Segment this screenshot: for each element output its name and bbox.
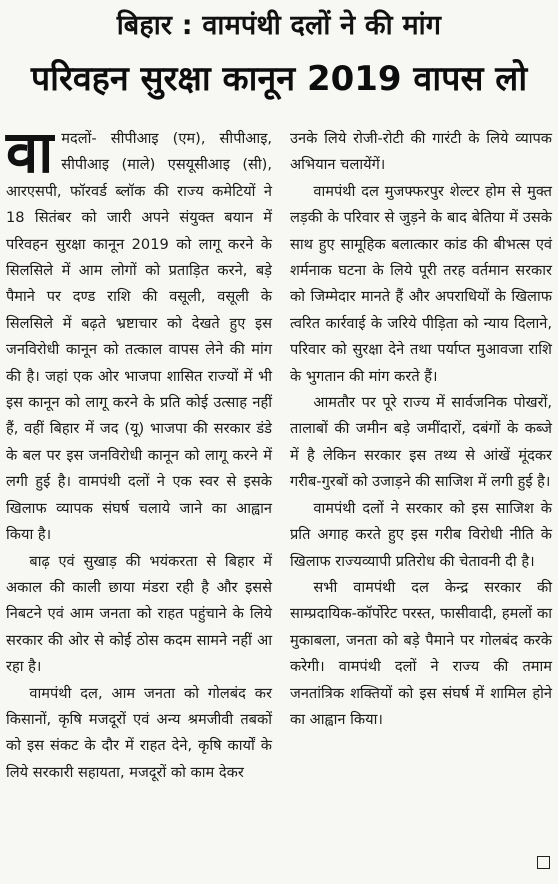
article-kicker: बिहार : वामपंथी दलों ने की मांग <box>116 10 442 41</box>
paragraph-1-text: मदलों- सीपीआइ (एम), सीपीआइ, सीपीआइ (माले) एसयूसीआइ (सी), आरएसपी, फॉरवर्ड ब्लॉक की राज्य कमेटियों ने 18 सितंबर को जारी अपने संयुक्त बयान में परिवहन सुरक्षा कानून 2019 को लागू करने के सिलसिले में आम लोगों को प्रताड़ित करने, बड़े पैमाने पर दण्ड राशि की वसूली, वसूली के सिलसिले में बढ़ते भ्रष्टाचार को देखते हुए इस जनविरोधी कानून को तत्काल वापस लेने की मांग की है। जहां एक ओर भाजपा शासित राज्यों में भी इस कानून को लागू करने के प्रति कोई उत्साह नहीं हैं, वहीं बिहार में जद (यू) भाजपा की सरकार डंडे के बल पर इस जनविरोधी कानून को लागू करने में लगी हुई है। वामपंथी दलों ने एक स्वर से इसके खिलाफ व्यापक संघर्ष चलाये जाने का आह्वान किया है। <box>6 130 272 544</box>
paragraph-6: वामपंथी दलों ने सरकार को इस साजिश के प्रति अगाह करते हुए इस गरीब विरोधी नीति के खिलाफ राज्यव्यापी प्रतिरोध की चेतावनी दी है। <box>290 499 552 570</box>
right-column <box>290 126 552 733</box>
paragraph-3: वामपंथी दल, आम जनता को गोलबंद कर किसानों, कृषि मजदूरों एवं अन्य श्रमजीवी तबकों को इस संकट के दौर में राहत देने, कृषि कार्यों के लिये सरकारी सहायता, मजदूरों को काम देकर <box>6 684 272 781</box>
paragraph-4: वामपंथी दल मुजफ्फरपुर शेल्टर होम से मुक्त लड़की के परिवार से जुड़ने के बाद बेतिया में उसके साथ हुए सामूहिक बलात्कार कांड की बीभत्स एवं शर्मनाक घटना के लिये पूरी तरह वर्तमान सरकार को जिम्मेदार मानते हैं और अपराधियों के खिलाफ त्वरित कार्रवाई के जरिये पीड़िता को न्याय दिलाने, परिवार को सुरक्षा देने तथा पर्याप्त मुआवजा राशि के भुगतान की मांग करते हैं। <box>290 182 552 385</box>
article-end-mark <box>537 856 550 869</box>
paragraph-3-continued: उनके लिये रोजी-रोटी की गारंटी के लिये व्यापक अभियान चलायेंगें। <box>290 130 552 174</box>
paragraph-1 <box>6 118 272 549</box>
paragraph-7: सभी वामपंथी दल केन्द्र सरकार की साम्प्रदायिक-कॉर्पोरेट परस्त, फासीवादी, हमलों का मुकाबला, जनता को बड़े पैमाने पर गोलबंद करके करेगी। वामपंथी दलों ने राज्य की तमाम जनतांत्रिक शक्तियों को इस संघर्ष में शामिल होने का आह्वान किया। <box>290 578 552 728</box>
drop-cap: वा <box>6 118 54 186</box>
paragraph-2: बाढ़ एवं सुखाड़ की भयंकरता से बिहार में अकाल की काली छाया मंडरा रही है और इससे निबटने एवं आम जनता को राहत पहुंचाने के लिये सरकार की ओर से कोई ठोस कदम सामने नहीं आ रहा है। <box>6 552 272 676</box>
left-column <box>6 118 272 786</box>
article-headline: परिवहन सुरक्षा कानून 2019 वापस लो <box>30 59 528 99</box>
paragraph-5: आमतौर पर पूरे राज्य में सार्वजनिक पोखरों, तालाबों की जमीन बड़े जमींदारों, दबंगों के कब्जे में है लेकिन सरकार इस तथ्य से आंखें मूंदकर गरीब-गुरबों को उजाड़ने की साजिश में लगी हुई है। <box>290 394 552 491</box>
